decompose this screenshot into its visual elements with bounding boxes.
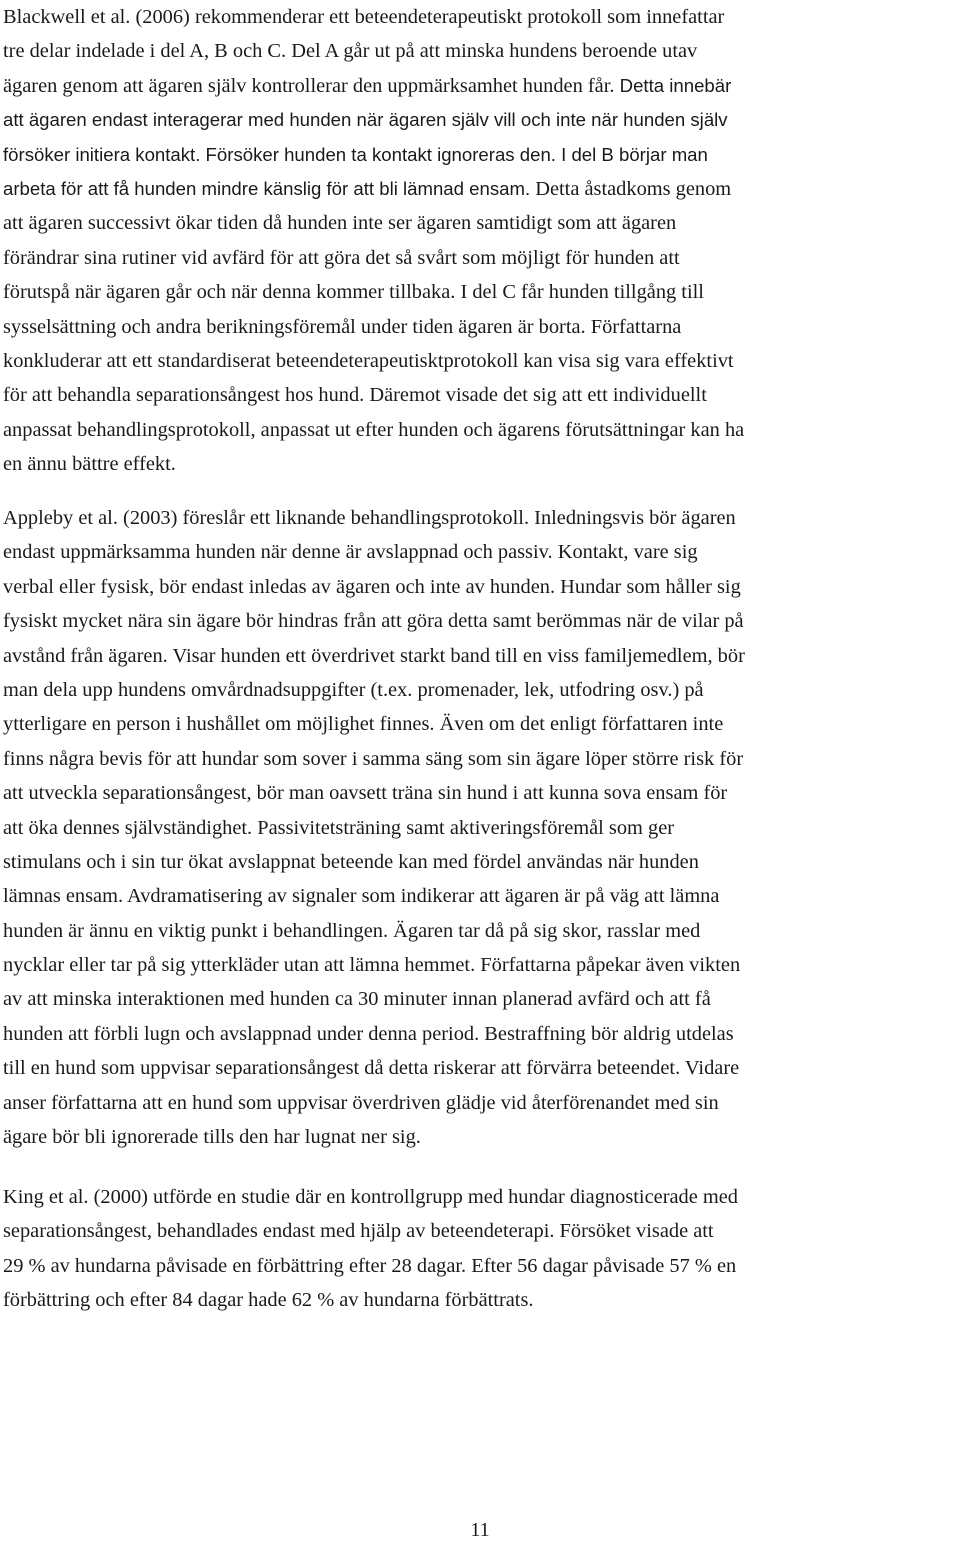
text-line xyxy=(3,138,744,172)
text-line xyxy=(3,378,744,412)
text-line xyxy=(3,1180,738,1214)
text-line xyxy=(3,948,745,982)
text-line xyxy=(3,1051,745,1085)
text-segment: tre delar indelade i del A, B och C. Del A går ut på att minska hundens beroende utav xyxy=(3,40,698,63)
text-segment: ytterligare en person i hushållet om möjlighet finnes. Även om det enligt författaren inte xyxy=(3,713,724,736)
text-segment: att utveckla separationsångest, bör man oavsett träna sin hund i att kunna sova ensam för xyxy=(3,782,728,805)
text-segment: sysselsättning och andra berikningsföremål under tiden ägaren är borta. Författarna xyxy=(3,315,682,338)
text-segment: Appleby et al. (2003) föreslår ett liknande behandlingsprotokoll. Inledningsvis bör ägaren xyxy=(3,507,736,529)
text-line xyxy=(3,742,745,776)
text-segment: hunden att förbli lugn och avslappnad under denna period. Bestraffning bör aldrig utdelas xyxy=(3,1022,734,1045)
text-line xyxy=(3,413,744,447)
page-number: 11 xyxy=(470,1519,490,1541)
text-segment: finns några bevis för att hundar som sover i samma säng som sin ägare löper större risk för xyxy=(3,747,744,770)
text-line xyxy=(3,879,745,913)
text-line xyxy=(3,1120,745,1154)
text-segment: endast uppmärksamma hunden när denne är avslappnad och passiv. Kontakt, vare sig xyxy=(3,541,698,564)
text-segment: konkluderar att ett standardiserat beteendeterapeutisktprotokoll kan visa sig vara effektivt xyxy=(3,349,734,372)
text-line xyxy=(3,103,744,137)
text-line xyxy=(3,1086,745,1120)
text-line xyxy=(3,69,744,103)
text-segment: avstånd från ägaren. Visar hunden ett överdrivet starkt band till en viss familjemedlem, bör xyxy=(3,644,745,667)
text-segment: Detta åstadkoms genom xyxy=(530,177,732,200)
text-segment: stimulans och i sin tur ökat avslappnat beteende kan med fördel användas när hunden xyxy=(3,850,699,873)
text-segment: att ägaren successivt ökar tiden då hunden inte ser ägaren samtidigt som att ägaren xyxy=(3,212,677,235)
text-segment: man dela upp hundens omvårdnadsuppgifter (t.ex. promenader, lek, utfodring osv.) på xyxy=(3,678,704,701)
text-segment: försöker initiera kontakt. Försöker hunden ta kontakt ignoreras den. I del B börjar man xyxy=(3,143,708,165)
text-line xyxy=(3,639,745,673)
text-segment: 29 % av hundarna påvisade en förbättring efter 28 dagar. Efter 56 dagar påvisade 57 % en xyxy=(3,1254,737,1277)
text-line xyxy=(3,1283,738,1317)
text-segment: anser författarna att en hund som uppvisar överdriven glädje vid återförenandet med sin xyxy=(3,1091,719,1114)
text-segment: en ännu bättre effekt. xyxy=(3,453,176,476)
text-segment: av att minska interaktionen med hunden ca 30 minuter innan planerad avfärd och att få xyxy=(3,988,711,1011)
text-segment: ägare bör bli ignorerade tills den har lugnat ner sig. xyxy=(3,1126,421,1149)
text-segment: nycklar eller tar på sig ytterkläder utan att lämna hemmet. Författarna påpekar även vikten xyxy=(3,954,741,977)
text-segment: fysiskt mycket nära sin ägare bör hindras från att göra detta samt berömmas när de vilar på xyxy=(3,610,744,633)
text-segment: verbal eller fysisk, bör endast inledas av ägaren och inte av hunden. Hundar som håller sig xyxy=(3,575,741,598)
text-segment: förutspå när ägaren går och när denna kommer tillbaka. I del C får hunden tillgång till xyxy=(3,281,704,304)
text-line xyxy=(3,172,744,206)
paragraph-king xyxy=(3,1180,738,1318)
text-line xyxy=(3,206,744,240)
text-line xyxy=(3,344,744,378)
text-line xyxy=(3,501,745,535)
text-segment: förbättring och efter 84 dagar hade 62 % av hundarna förbättrats. xyxy=(3,1289,534,1312)
text-segment: för att behandla separationsångest hos hund. Däremot visade det sig att ett individuellt xyxy=(3,384,707,407)
text-line xyxy=(3,776,745,810)
text-line xyxy=(3,673,745,707)
text-line xyxy=(3,447,744,481)
text-segment: King et al. (2000) utförde en studie där en kontrollgrupp med hundar diagnosticerade med xyxy=(3,1186,738,1208)
text-segment: ägaren genom att ägaren själv kontrollerar den uppmärksamhet hunden får. xyxy=(3,74,615,97)
text-line xyxy=(3,34,744,68)
text-line xyxy=(3,535,745,569)
text-line xyxy=(3,241,744,275)
text-line xyxy=(3,707,745,741)
text-segment: anpassat behandlingsprotokoll, anpassat ut efter hunden och ägarens förutsättningar kan ha xyxy=(3,418,745,441)
text-line xyxy=(3,1017,745,1051)
text-line xyxy=(3,0,744,34)
text-line xyxy=(3,811,745,845)
paragraph-appleby xyxy=(3,501,745,1154)
text-line xyxy=(3,570,745,604)
text-line xyxy=(3,914,745,948)
text-segment: Detta innebär xyxy=(614,74,732,96)
text-segment: lämnas ensam. Avdramatisering av signaler som indikerar att ägaren är på väg att lämna xyxy=(3,885,720,908)
text-segment: separationsångest, behandlades endast med hjälp av beteendeterapi. Försöket visade att xyxy=(3,1220,714,1243)
text-segment: arbeta för att få hunden mindre känslig för att bli lämnad ensam. xyxy=(3,177,531,199)
text-line xyxy=(3,275,744,309)
text-line xyxy=(3,1214,738,1248)
text-line xyxy=(3,845,745,879)
text-segment: att öka dennes självständighet. Passivitetsträning samt aktiveringsföremål som ger xyxy=(3,816,675,839)
text-line xyxy=(3,982,745,1016)
text-line xyxy=(3,310,744,344)
text-line xyxy=(3,1249,738,1283)
text-segment: förändrar sina rutiner vid avfärd för att göra det så svårt som möjligt för hunden att xyxy=(3,246,680,269)
text-segment: att ägaren endast interagerar med hunden när ägaren själv vill och inte när hunden själv xyxy=(3,109,728,131)
text-segment: hunden är ännu en viktig punkt i behandlingen. Ägaren tar då på sig skor, rasslar med xyxy=(3,919,701,942)
text-segment: Blackwell et al. (2006) rekommenderar ett beteendeterapeutiskt protokoll som innefattar xyxy=(3,6,725,28)
text-line xyxy=(3,604,745,638)
text-segment: till en hund som uppvisar separationsångest då detta riskerar att förvärra beteendet. Vidare xyxy=(3,1057,740,1080)
paragraph-blackwell xyxy=(3,0,744,481)
